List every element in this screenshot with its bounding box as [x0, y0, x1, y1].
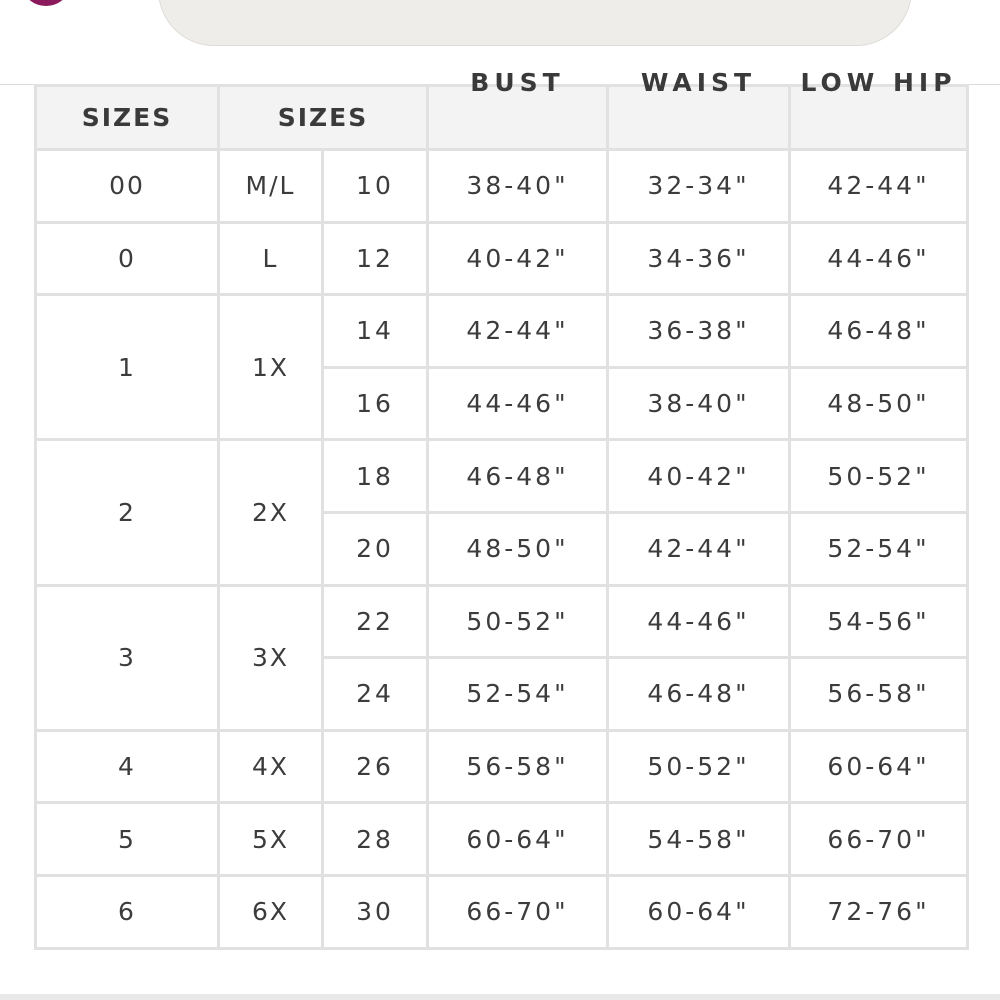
header-sizes-alt: SIZES	[219, 86, 428, 150]
letter-size-cell: L	[219, 222, 323, 295]
low-hip-cell: 44-46"	[790, 222, 968, 295]
size-code-cell: 4	[36, 730, 219, 803]
waist-cell: 34-36"	[608, 222, 790, 295]
size-code-cell: 2	[36, 440, 219, 585]
header-bust	[428, 68, 608, 150]
header-low-hip-label: LOW HIP	[800, 68, 957, 97]
numeric-size-cell: 28	[323, 803, 428, 876]
header-sizes: SIZES	[36, 86, 219, 150]
waist-cell: 32-34"	[608, 150, 790, 223]
letter-size-cell: 3X	[219, 585, 323, 730]
size-code-cell: 6	[36, 875, 219, 948]
bottom-divider	[0, 994, 1000, 1000]
low-hip-cell: 54-56"	[790, 585, 968, 658]
waist-cell: 36-38"	[608, 295, 790, 368]
bust-cell: 42-44"	[428, 295, 608, 368]
bust-cell: 60-64"	[428, 803, 608, 876]
size-code-cell: 00	[36, 150, 219, 223]
header-low-hip	[790, 68, 968, 150]
user-avatar-icon[interactable]	[24, 0, 68, 6]
letter-size-cell: 4X	[219, 730, 323, 803]
numeric-size-cell: 18	[323, 440, 428, 513]
numeric-size-cell: 16	[323, 367, 428, 440]
low-hip-cell: 72-76"	[790, 875, 968, 948]
size-code-cell: 5	[36, 803, 219, 876]
bust-cell: 52-54"	[428, 658, 608, 731]
waist-cell: 40-42"	[608, 440, 790, 513]
size-code-cell: 1	[36, 295, 219, 440]
bust-cell: 66-70"	[428, 875, 608, 948]
table-header-row	[36, 86, 968, 150]
waist-cell: 46-48"	[608, 658, 790, 731]
waist-cell: 60-64"	[608, 875, 790, 948]
letter-size-cell: 2X	[219, 440, 323, 585]
low-hip-cell: 56-58"	[790, 658, 968, 731]
bust-cell: 44-46"	[428, 367, 608, 440]
bust-cell: 56-58"	[428, 730, 608, 803]
letter-size-cell: 1X	[219, 295, 323, 440]
size-code-cell: 3	[36, 585, 219, 730]
letter-size-cell: M/L	[219, 150, 323, 223]
waist-cell: 44-46"	[608, 585, 790, 658]
waist-cell: 38-40"	[608, 367, 790, 440]
table-row	[36, 295, 968, 368]
search-input[interactable]	[158, 0, 912, 46]
size-code-cell: 0	[36, 222, 219, 295]
header-waist-label: WAIST	[640, 68, 757, 97]
waist-cell: 54-58"	[608, 803, 790, 876]
bust-cell: 40-42"	[428, 222, 608, 295]
numeric-size-cell: 20	[323, 512, 428, 585]
low-hip-cell: 50-52"	[790, 440, 968, 513]
bust-cell: 50-52"	[428, 585, 608, 658]
table-row	[36, 803, 968, 876]
low-hip-cell: 66-70"	[790, 803, 968, 876]
table-row	[36, 440, 968, 513]
table-row	[36, 222, 968, 295]
header-bust-label: BUST	[470, 68, 565, 97]
table-row	[36, 150, 968, 223]
table-row	[36, 730, 968, 803]
waist-cell: 50-52"	[608, 730, 790, 803]
numeric-size-cell: 22	[323, 585, 428, 658]
bust-cell: 38-40"	[428, 150, 608, 223]
letter-size-cell: 5X	[219, 803, 323, 876]
bust-cell: 46-48"	[428, 440, 608, 513]
header-waist	[608, 68, 790, 150]
letter-size-cell: 6X	[219, 875, 323, 948]
table-row	[36, 585, 968, 658]
size-chart-table	[34, 68, 969, 950]
low-hip-cell: 52-54"	[790, 512, 968, 585]
numeric-size-cell: 12	[323, 222, 428, 295]
low-hip-cell: 60-64"	[790, 730, 968, 803]
low-hip-cell: 48-50"	[790, 367, 968, 440]
numeric-size-cell: 24	[323, 658, 428, 731]
numeric-size-cell: 30	[323, 875, 428, 948]
bust-cell: 48-50"	[428, 512, 608, 585]
numeric-size-cell: 26	[323, 730, 428, 803]
low-hip-cell: 46-48"	[790, 295, 968, 368]
waist-cell: 42-44"	[608, 512, 790, 585]
low-hip-cell: 42-44"	[790, 150, 968, 223]
table-row	[36, 875, 968, 948]
numeric-size-cell: 10	[323, 150, 428, 223]
numeric-size-cell: 14	[323, 295, 428, 368]
